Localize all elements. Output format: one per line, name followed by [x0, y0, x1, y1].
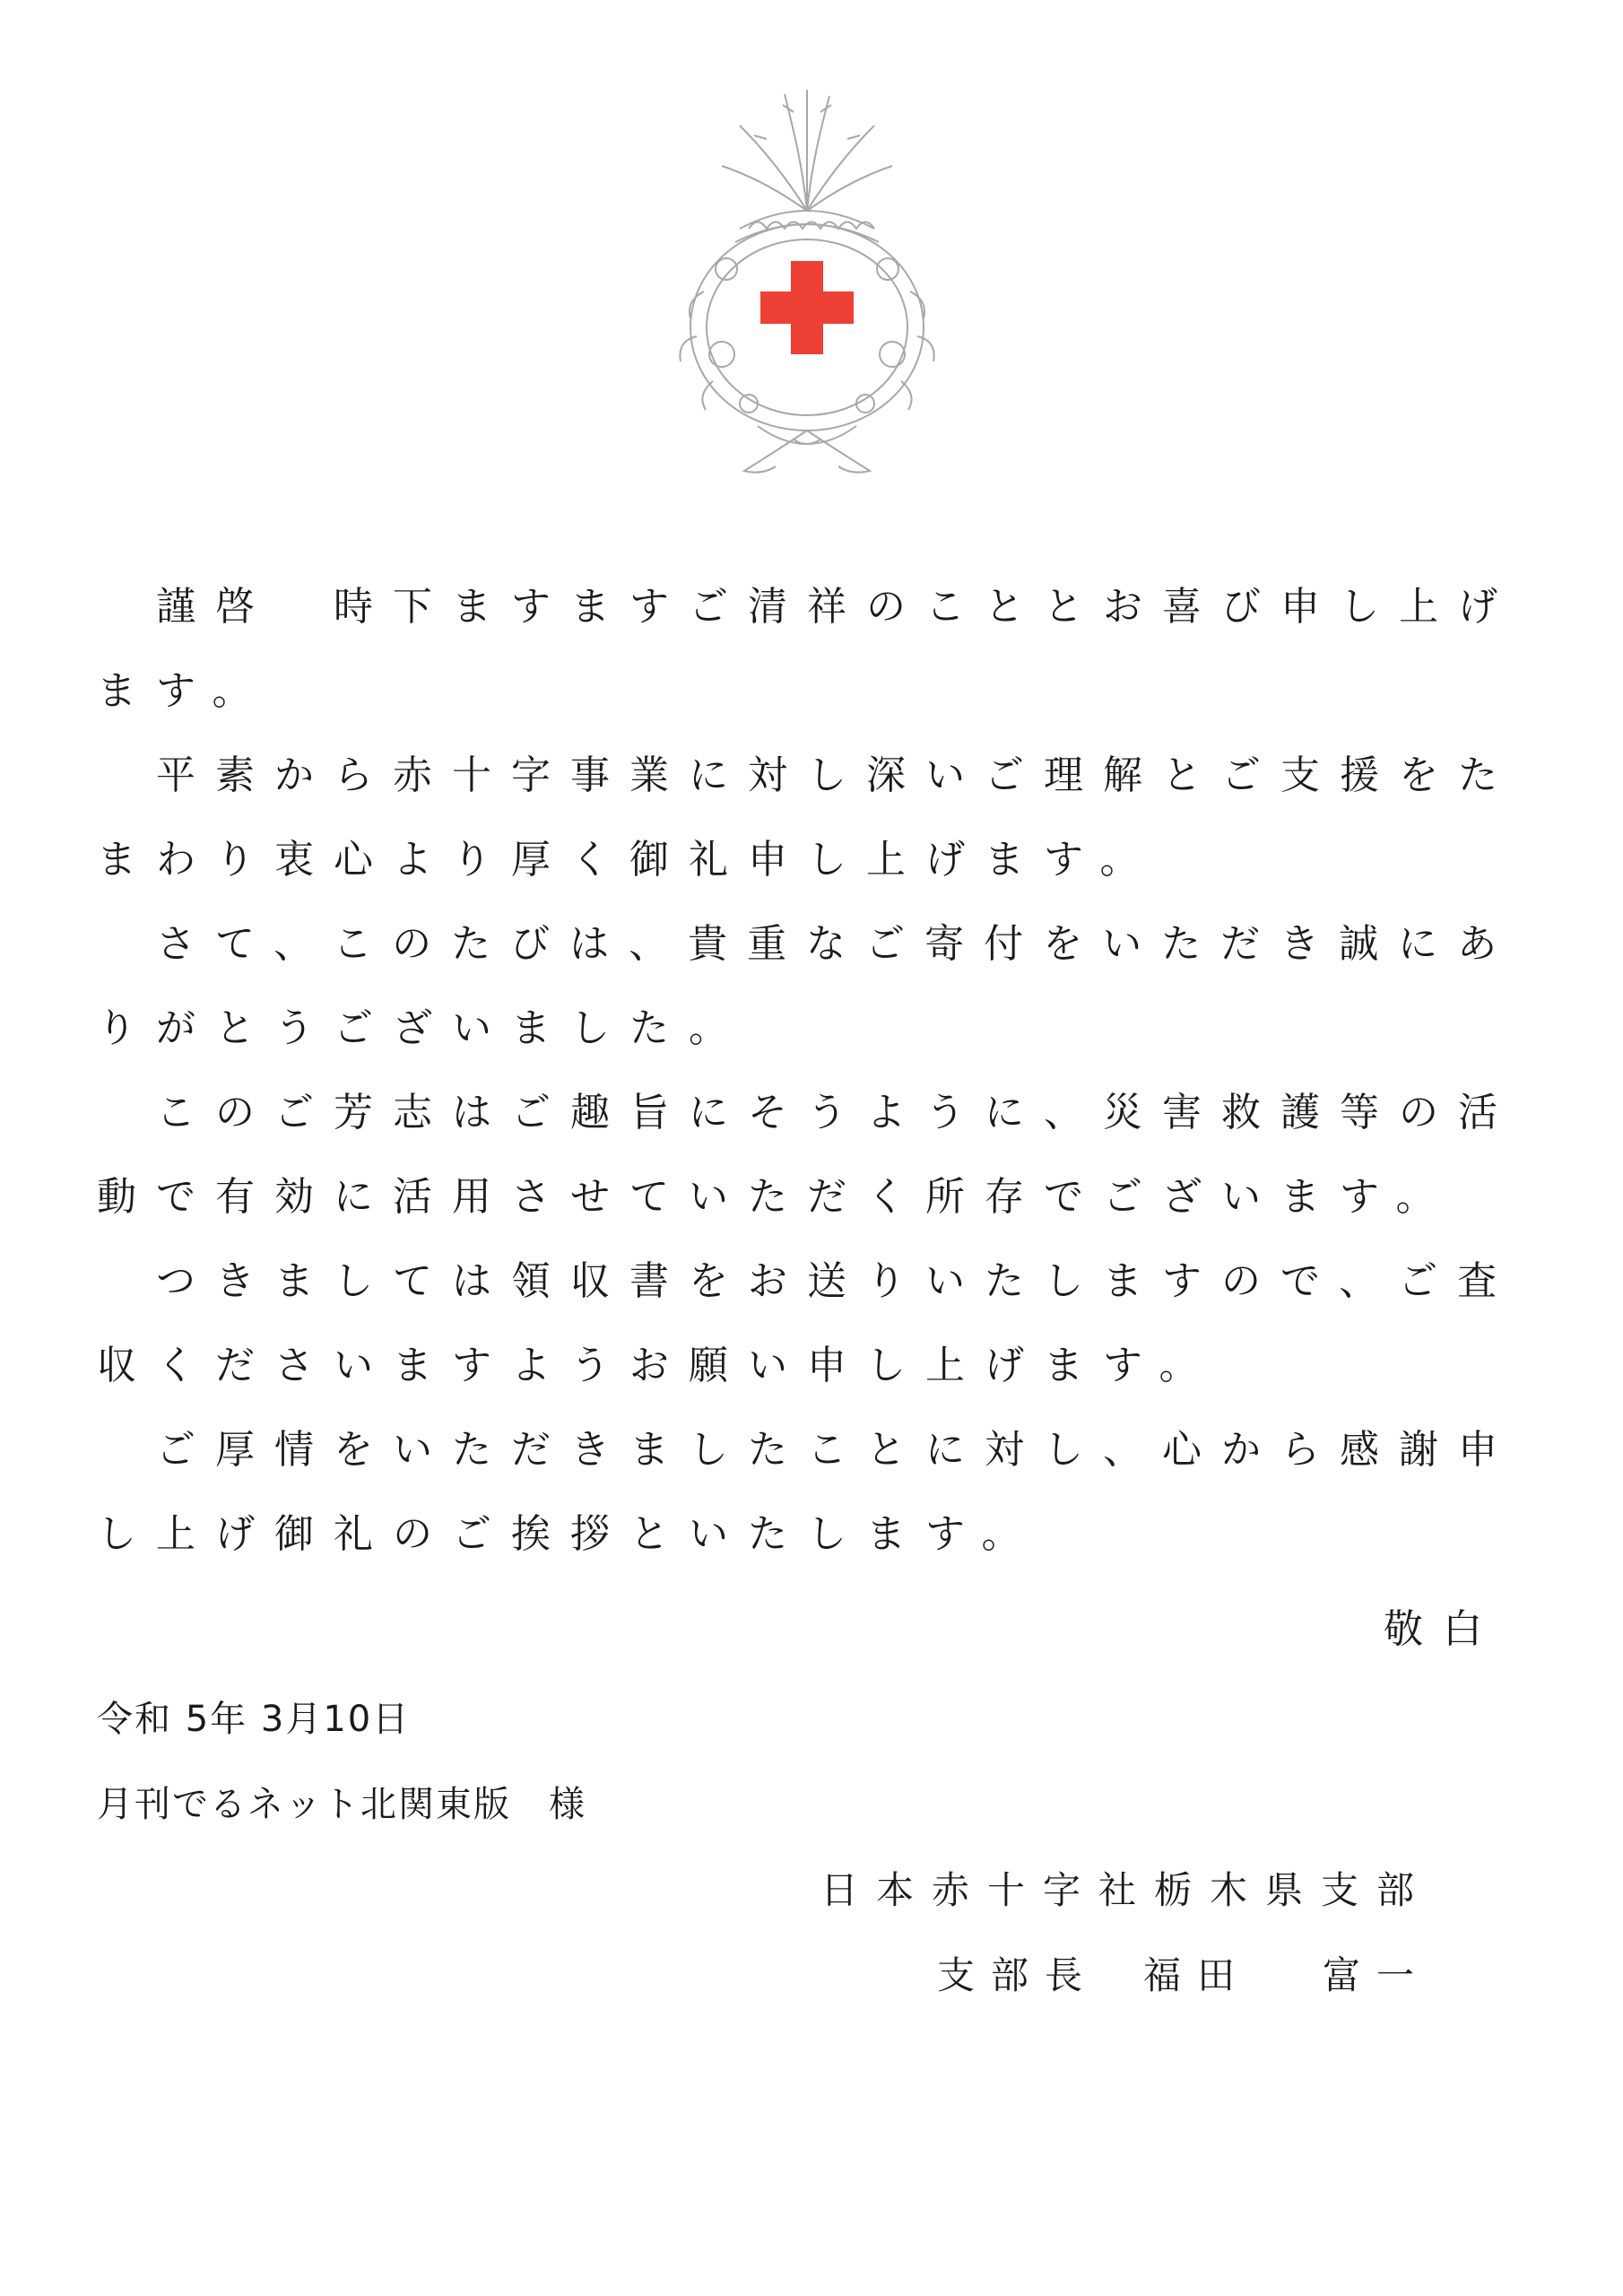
- letter-date: 令和 5年 3月10日: [97, 1699, 411, 1740]
- paragraph-closing-gratitude: ご厚情をいただきましたことに対し、心から感謝申し上げ御礼のご挨拶といたします。: [97, 1427, 1517, 1557]
- signer-line: [937, 1946, 1430, 2000]
- paragraph-thanks-support: 平素から赤十字事業に対し深いご理解とご支援をたまわり衷心より厚く御礼申し上げます。: [97, 752, 1517, 883]
- paragraph-thanks-donation: さて、このたびは、貴重なご寄付をいただき誠にありがとうございました。: [97, 921, 1517, 1051]
- sender-organization: 日本赤十字社栃木県支部: [820, 1868, 1433, 1912]
- paragraph-usage: このご芳志はご趣旨にそうように、災害救護等の活動で有効に活用させていただく所存でございます。: [97, 1090, 1517, 1220]
- signer-title: 支部長: [937, 1953, 1099, 1997]
- signer-surname: 福田: [1143, 1953, 1252, 1997]
- paragraph-receipt: つきましては領収書をお送りいたしますので、ご査収くださいますようお願い申し上げます。: [97, 1258, 1517, 1388]
- letter-body: [97, 565, 1523, 1577]
- closing-keihaku: 敬白: [1384, 1606, 1502, 1652]
- paragraph-greeting: 謹啓 時下ますますご清祥のこととお喜び申し上げます。: [97, 584, 1517, 714]
- signer-given-name: 富一: [1323, 1953, 1431, 1997]
- red-cross-emblem-icon: [650, 85, 964, 498]
- recipient-name: 月刊でるネット北関東版 様: [97, 1784, 586, 1825]
